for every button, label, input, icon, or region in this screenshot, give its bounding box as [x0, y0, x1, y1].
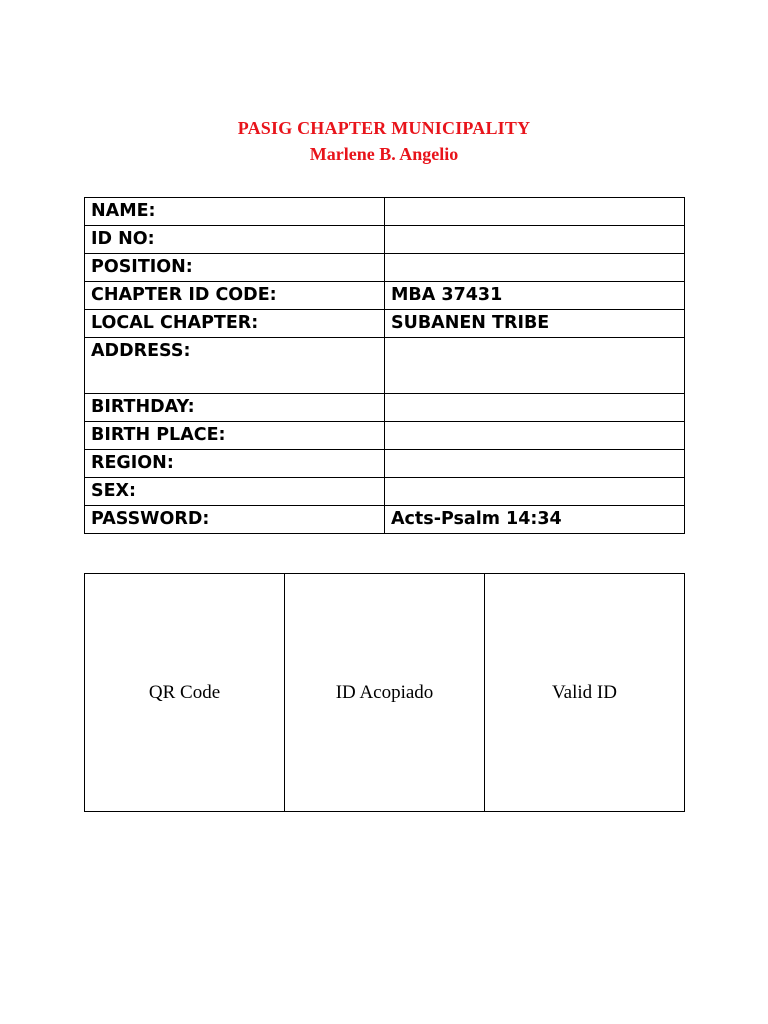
documents-table	[84, 573, 685, 812]
row-label: LOCAL CHAPTER:	[85, 310, 385, 338]
table-row-position	[85, 254, 685, 282]
table-row-birth-place	[85, 422, 685, 450]
qr-code-cell: QR Code	[85, 574, 285, 812]
page-subtitle-name: Marlene B. Angelio	[309, 144, 459, 164]
row-label: REGION:	[85, 450, 385, 478]
table-row-id-no	[85, 226, 685, 254]
documents-row	[85, 574, 685, 812]
valid-id-cell: Valid ID	[485, 574, 685, 812]
table-row-password	[85, 506, 685, 534]
row-value	[385, 422, 685, 450]
row-value: SUBANEN TRIBE	[385, 310, 685, 338]
table-row-birthday	[85, 394, 685, 422]
row-value	[385, 450, 685, 478]
table-row-chapter-id-code	[85, 282, 685, 310]
member-info-table	[84, 197, 685, 534]
row-label: ADDRESS:	[85, 338, 385, 394]
table-row-region	[85, 450, 685, 478]
row-value	[385, 338, 685, 394]
row-value: Acts-Psalm 14:34	[385, 506, 685, 534]
row-value	[385, 198, 685, 226]
row-label: NAME:	[85, 198, 385, 226]
row-label: POSITION:	[85, 254, 385, 282]
row-label: SEX:	[85, 478, 385, 506]
row-value	[385, 478, 685, 506]
row-value	[385, 254, 685, 282]
row-label: CHAPTER ID CODE:	[85, 282, 385, 310]
row-label: PASSWORD:	[85, 506, 385, 534]
row-value	[385, 394, 685, 422]
page-title: PASIG CHAPTER MUNICIPALITY	[237, 118, 531, 138]
row-value: MBA 37431	[385, 282, 685, 310]
table-row-local-chapter	[85, 310, 685, 338]
row-label: ID NO:	[85, 226, 385, 254]
table-row-name	[85, 198, 685, 226]
id-acopiado-cell: ID Acopiado	[285, 574, 485, 812]
row-label: BIRTH PLACE:	[85, 422, 385, 450]
table-row-address	[85, 338, 685, 394]
row-value	[385, 226, 685, 254]
row-label: BIRTHDAY:	[85, 394, 385, 422]
table-row-sex	[85, 478, 685, 506]
